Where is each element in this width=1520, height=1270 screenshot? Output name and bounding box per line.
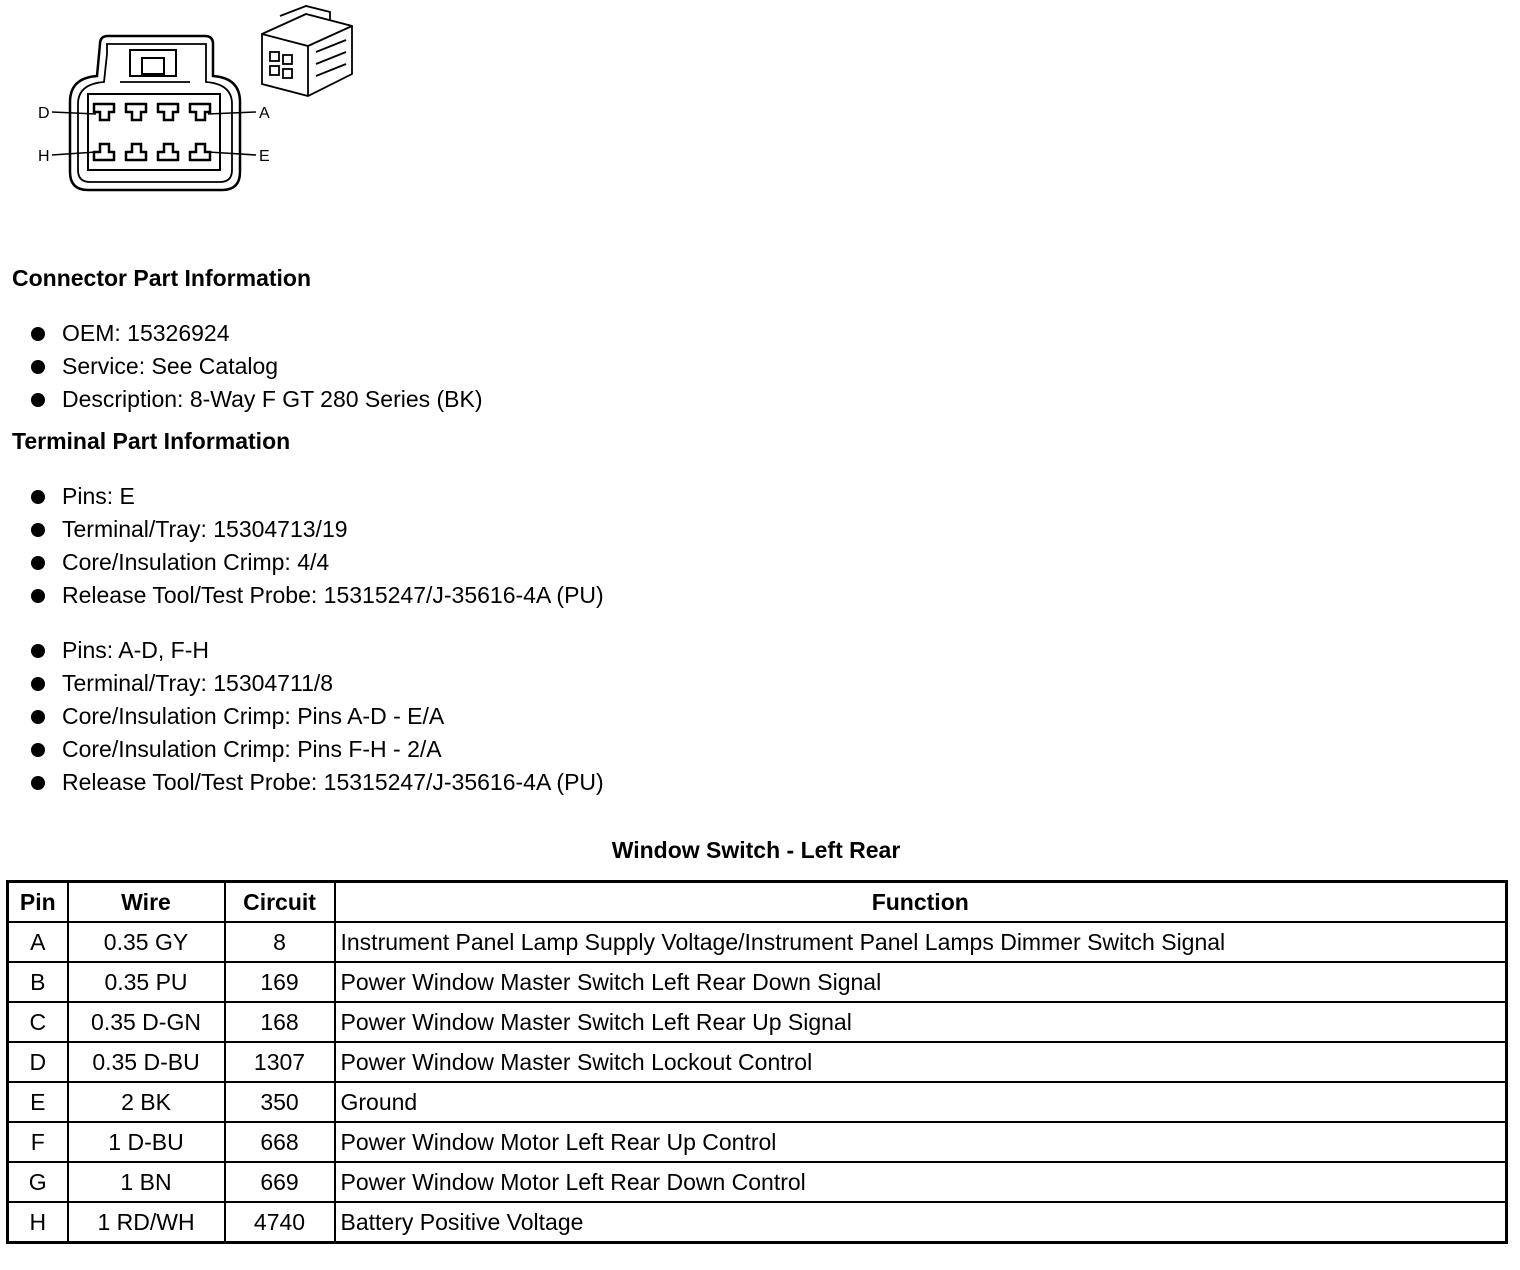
pin-label-e: E [259, 148, 270, 165]
table-header-row [8, 882, 1507, 923]
function-cell: Power Window Master Switch Lockout Control [335, 1042, 1507, 1082]
connector-isometric-view [262, 6, 352, 96]
wire-cell: 0.35 GY [68, 922, 225, 962]
list-item: Core/Insulation Crimp: Pins A-D - E/A [28, 700, 604, 733]
connector-info-list [28, 317, 483, 416]
circuit-cell: 8 [225, 922, 335, 962]
bullet-icon [31, 644, 45, 658]
function-cell: Power Window Motor Left Rear Down Control [335, 1162, 1507, 1202]
bullet-icon [31, 360, 45, 374]
pin-table [6, 880, 1508, 1244]
table-row [8, 962, 1507, 1002]
function-cell: Power Window Master Switch Left Rear Down Signal [335, 962, 1507, 1002]
function-cell: Power Window Master Switch Left Rear Up Signal [335, 1002, 1507, 1042]
table-row [8, 1122, 1507, 1162]
list-item: Release Tool/Test Probe: 15315247/J-35616-4A (PU) [28, 766, 604, 799]
bullet-icon [31, 490, 45, 504]
pin-cell: D [8, 1042, 68, 1082]
circuit-cell: 169 [225, 962, 335, 1002]
list-item: Terminal/Tray: 15304711/8 [28, 667, 604, 700]
wire-cell: 0.35 D-BU [68, 1042, 225, 1082]
function-cell: Ground [335, 1082, 1507, 1122]
table-row [8, 922, 1507, 962]
pin-label-d: D [38, 105, 50, 122]
circuit-cell: 668 [225, 1122, 335, 1162]
connector-face-diagram [30, 4, 370, 204]
wire-cell: 2 BK [68, 1082, 225, 1122]
column-header-wire: Wire [68, 882, 225, 923]
wire-cell: 1 RD/WH [68, 1202, 225, 1243]
wire-cell: 0.35 PU [68, 962, 225, 1002]
table-row [8, 1162, 1507, 1202]
column-header-circuit: Circuit [225, 882, 335, 923]
bullet-icon [31, 393, 45, 407]
terminal-part-info-heading: Terminal Part Information [12, 428, 291, 454]
connector-part-info-heading: Connector Part Information [12, 265, 312, 291]
table-row [8, 1082, 1507, 1122]
wire-cell: 1 BN [68, 1162, 225, 1202]
table-row [8, 1202, 1507, 1243]
list-item: Pins: A-D, F-H [28, 634, 604, 667]
bullet-icon [31, 327, 45, 341]
pin-label-a: A [259, 105, 270, 122]
table-row [8, 1042, 1507, 1082]
list-item: Terminal/Tray: 15304713/19 [28, 513, 604, 546]
pin-cell: H [8, 1202, 68, 1243]
table-title: Window Switch - Left Rear [611, 837, 901, 863]
bullet-icon [31, 677, 45, 691]
pin-cell: B [8, 962, 68, 1002]
column-header-pin: Pin [8, 882, 68, 923]
wire-cell: 1 D-BU [68, 1122, 225, 1162]
wire-cell: 0.35 D-GN [68, 1002, 225, 1042]
list-item: OEM: 15326924 [28, 317, 483, 350]
terminal-info-list-2 [28, 634, 604, 799]
list-item: Core/Insulation Crimp: Pins F-H - 2/A [28, 733, 604, 766]
bullet-icon [31, 743, 45, 757]
table-row [8, 1002, 1507, 1042]
list-item: Core/Insulation Crimp: 4/4 [28, 546, 604, 579]
bullet-icon [31, 589, 45, 603]
pin-cell: C [8, 1002, 68, 1042]
pin-cell: E [8, 1082, 68, 1122]
bullet-icon [31, 523, 45, 537]
list-item: Description: 8-Way F GT 280 Series (BK) [28, 383, 483, 416]
column-header-function: Function [335, 882, 1507, 923]
circuit-cell: 350 [225, 1082, 335, 1122]
circuit-cell: 168 [225, 1002, 335, 1042]
pin-label-h: H [38, 148, 50, 165]
bullet-icon [31, 776, 45, 790]
bullet-icon [31, 556, 45, 570]
list-item: Service: See Catalog [28, 350, 483, 383]
list-item: Release Tool/Test Probe: 15315247/J-35616-4A (PU) [28, 579, 604, 612]
circuit-cell: 669 [225, 1162, 335, 1202]
pin-cell: G [8, 1162, 68, 1202]
bullet-icon [31, 710, 45, 724]
list-item: Pins: E [28, 480, 604, 513]
function-cell: Battery Positive Voltage [335, 1202, 1507, 1243]
pin-cell: A [8, 922, 68, 962]
pin-cell: F [8, 1122, 68, 1162]
function-cell: Instrument Panel Lamp Supply Voltage/Instrument Panel Lamps Dimmer Switch Signal [335, 922, 1507, 962]
circuit-cell: 1307 [225, 1042, 335, 1082]
circuit-cell: 4740 [225, 1202, 335, 1243]
terminal-info-list-1 [28, 480, 604, 612]
function-cell: Power Window Motor Left Rear Up Control [335, 1122, 1507, 1162]
